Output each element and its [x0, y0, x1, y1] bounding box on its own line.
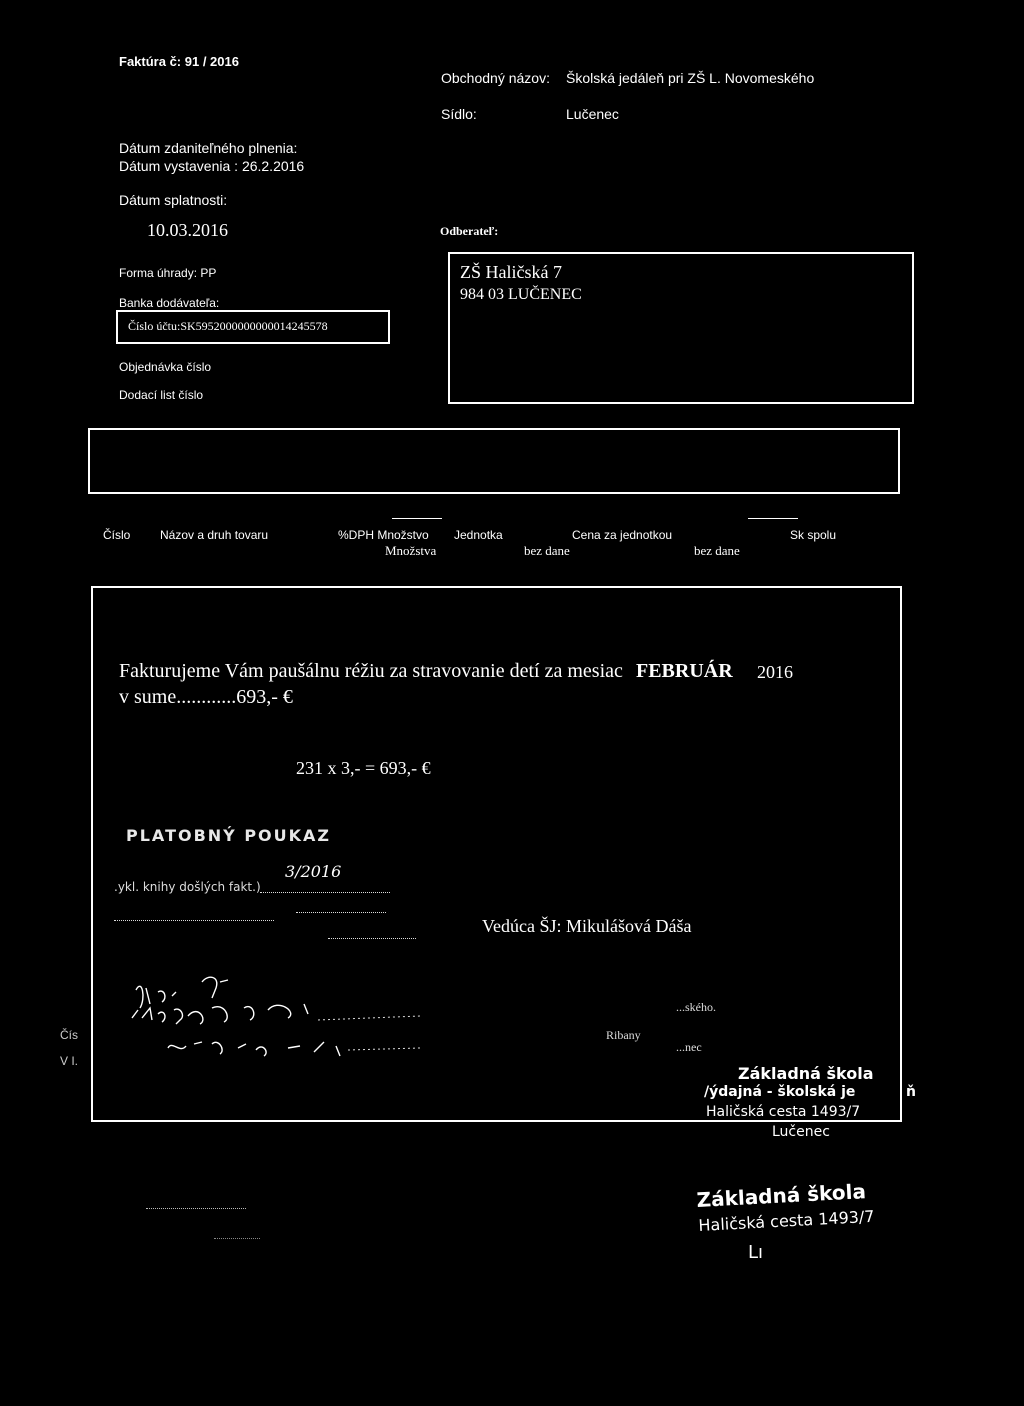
margin-mark-a: Čís [60, 1028, 78, 1042]
col-item: Názov a druh tovaru [160, 528, 269, 542]
payment-stamp-dots2 [114, 920, 274, 921]
info-box [88, 428, 900, 494]
body-text1: Fakturujeme Vám paušálnu réžiu za stravovanie detí za mesiac [119, 660, 623, 682]
col-qty2: Množstva [385, 543, 437, 558]
payment-stamp-handwritten: 3/2016 [285, 862, 342, 881]
school-stamp-outer-line2: Haličská cesta 1493/7 [698, 1206, 875, 1235]
school-stamp-inner-line3: Haličská cesta 1493/7 [706, 1104, 861, 1120]
due-date: 10.03.2016 [147, 220, 228, 240]
invoice-title: Faktúra č: 91 / 2016 [119, 54, 239, 69]
body-year: 2016 [757, 662, 793, 682]
order-label: Objednávka číslo [119, 360, 212, 374]
signatory: Vedúca ŠJ: Mikulášová Dáša [482, 916, 692, 936]
customer-line1: ZŠ Haličská 7 [460, 262, 562, 282]
tax-date-label: Dátum zdaniteľného plnenia: [119, 140, 298, 156]
due-label: Dátum splatnosti: [119, 192, 228, 208]
col-unit: Jednotka [454, 528, 503, 542]
payment-stamp-title: PLATOBNÝ POUKAZ [126, 826, 332, 845]
customer-box [448, 252, 914, 404]
col-num: Číslo [103, 528, 131, 542]
col-vat-qty: %DPH Množstvo [338, 528, 429, 542]
school-stamp-inner-line0b: Ribany [606, 1028, 641, 1042]
school-stamp-outer-line1: Základná škola [696, 1179, 867, 1212]
payment-stamp-dots4 [328, 938, 416, 939]
school-stamp-inner-line2: /ýdajná - školská je [704, 1084, 856, 1100]
body-text2: v sume............693,- € [119, 686, 293, 708]
col-excl1: bez dane [524, 543, 570, 558]
school-stamp-outer-line3: Lı [748, 1242, 764, 1263]
col-total: Sk spolu [790, 528, 837, 542]
body-calc: 231 x 3,- = 693,- € [296, 758, 431, 778]
supplier-seat-label: Sídlo: [441, 106, 477, 122]
payment-stamp-line1: .ykl. knihy došlých fakt.) [114, 880, 261, 894]
margin-mark-b: V I. [60, 1054, 79, 1068]
supplier-name: Školská jedáleň pri ZŠ L. Novomeského [566, 70, 815, 86]
customer-label: Odberateľ: [440, 224, 499, 238]
header-rule-left [392, 518, 442, 519]
school-stamp-inner-line1: Základná škola [738, 1064, 874, 1083]
school-stamp-inner-line4: Lučenec [772, 1124, 830, 1140]
school-stamp-inner-line0: ...ského. [676, 1000, 716, 1014]
delivery-label: Dodací list číslo [119, 388, 204, 402]
payment-stamp-dots1 [260, 892, 390, 893]
issue-date: Dátum vystavenia : 26.2.2016 [119, 158, 305, 174]
bank-label: Banka dodávateľa: [119, 296, 220, 310]
bottom-dots2 [214, 1238, 260, 1239]
bottom-dots1 [146, 1208, 246, 1209]
payment-method: Forma úhrady: PP [119, 266, 217, 280]
school-stamp-inner-side: ň [906, 1084, 916, 1100]
col-excl2: bez dane [694, 543, 740, 558]
header-rule-right [748, 518, 798, 519]
payment-stamp-dots3 [296, 912, 386, 913]
school-stamp-inner-line0c: ...nec [676, 1040, 702, 1054]
supplier-seat: Lučenec [566, 106, 619, 122]
col-price: Cena za jednotkou [572, 528, 673, 542]
account-number: Číslo účtu:SK5952000000000014245578 [128, 319, 328, 333]
body-month: FEBRUÁR [636, 660, 733, 682]
customer-line2: 984 03 LUČENEC [460, 286, 582, 303]
supplier-name-label: Obchodný názov: [441, 70, 550, 86]
approval-signature [128, 968, 428, 1068]
account-box [116, 310, 390, 344]
